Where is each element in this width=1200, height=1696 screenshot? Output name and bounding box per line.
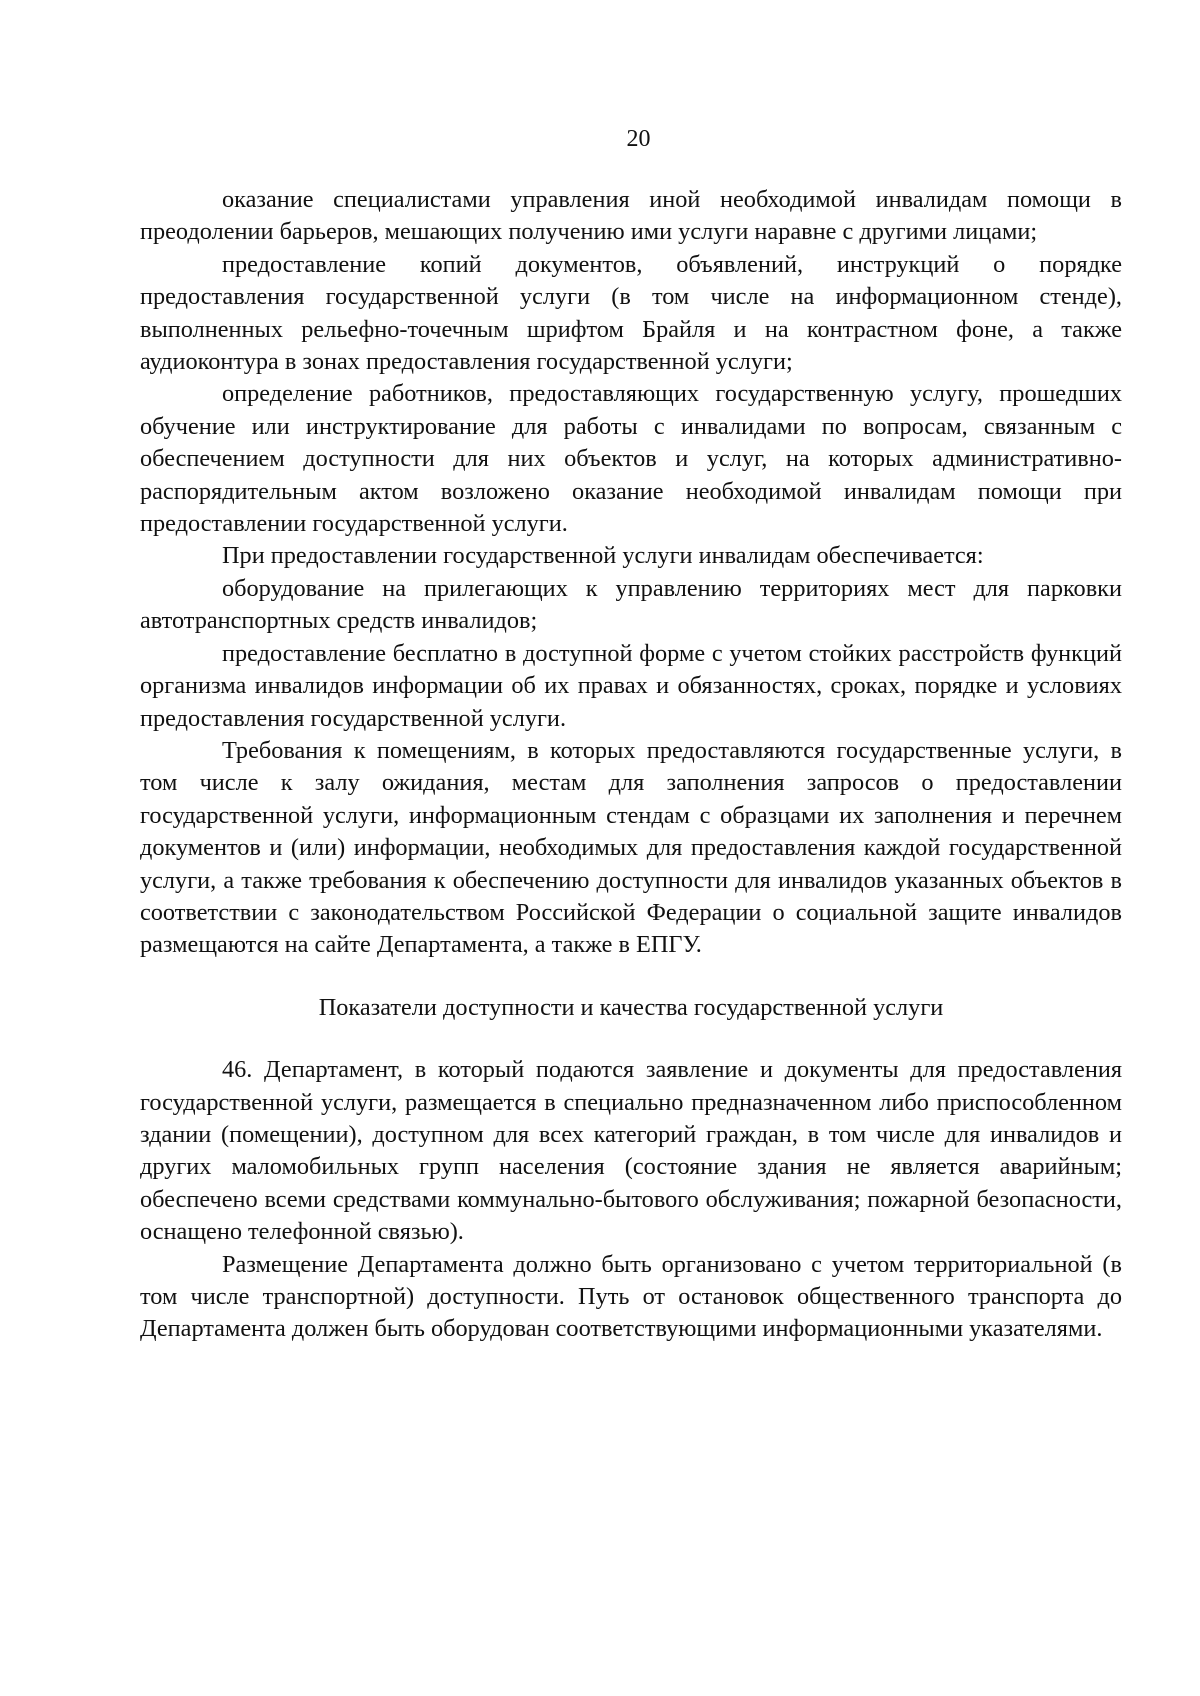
paragraph-document-copies: предоставление копий документов, объявлений, инструкций о порядке предоставления государственной услуги (в том числе на информационном стенде), выполненных рельефно-точечным шрифтом Брайля и на контрастном фоне, а также аудиоконтура в зонах предоставления государственной услуги; xyxy=(140,250,1122,376)
section-heading: Показатели доступности и качества государственной услуги xyxy=(318,993,944,1021)
paragraph-staff-training: определение работников, предоставляющих государственную услугу, прошедших обучение или инструктирование для работы с инвалидами по вопросам, связанным с обеспечением доступности для них объектов и услуг, на которых административно-распорядительным актом возложено оказание необходимой инвалидам помощи при предоставлении государственной услуги. xyxy=(140,380,1122,538)
page-number: 20 xyxy=(626,126,651,152)
paragraph-premises-requirements: Требования к помещениям, в которых предоставляются государственные услуги, в том числе к залу ожидания, местам для заполнения запросов о предоставлении государственной услуги, информационным стендам с образцами их заполнения и перечнем документов и (или) информации, необходимых для предоставления каждой государственной услуги, а также требования к обеспечению доступности для инвалидов указанных объектов в соответствии с законодательством Российской Федерации о социальной защите инвалидов размещаются на сайте Департамента, а также в ЕПГУ. xyxy=(140,736,1122,959)
document-body xyxy=(140,184,1122,1346)
paragraph-free-information: предоставление бесплатно в доступной форме с учетом стойких расстройств функций организма инвалидов информации об их правах и обязанностях, сроках, порядке и условиях предоставления государственной услуги. xyxy=(140,639,1122,732)
paragraph-assistance: оказание специалистами управления иной необходимой инвалидам помощи в преодолении барьеров, мешающих получению ими услуги наравне с другими лицами; xyxy=(140,186,1122,246)
paragraph-transport-accessibility: Размещение Департамента должно быть организовано с учетом территориальной (в том числе транспортной) доступности. Путь от остановок общественного транспорта до Департамента должен быть оборудован соответствующими информационными указателями. xyxy=(140,1250,1122,1343)
paragraph-parking: оборудование на прилегающих к управлению территориях мест для парковки автотранспортных средств инвалидов; xyxy=(140,574,1122,635)
paragraph-46-department-location: 46. Департамент, в который подаются заявление и документы для предоставления государственной услуги, размещается в специально предназначенном либо приспособленном здании (помещении), доступном для всех категорий граждан, в том числе для инвалидов и других маломобильных групп населения (состояние здания не является аварийным; обеспечено всеми средствами коммунально-бытового обслуживания; пожарной безопасности, оснащено телефонной связью). xyxy=(140,1056,1122,1246)
paragraph-provision-intro: При предоставлении государственной услуги инвалидам обеспечивается: xyxy=(222,542,984,570)
